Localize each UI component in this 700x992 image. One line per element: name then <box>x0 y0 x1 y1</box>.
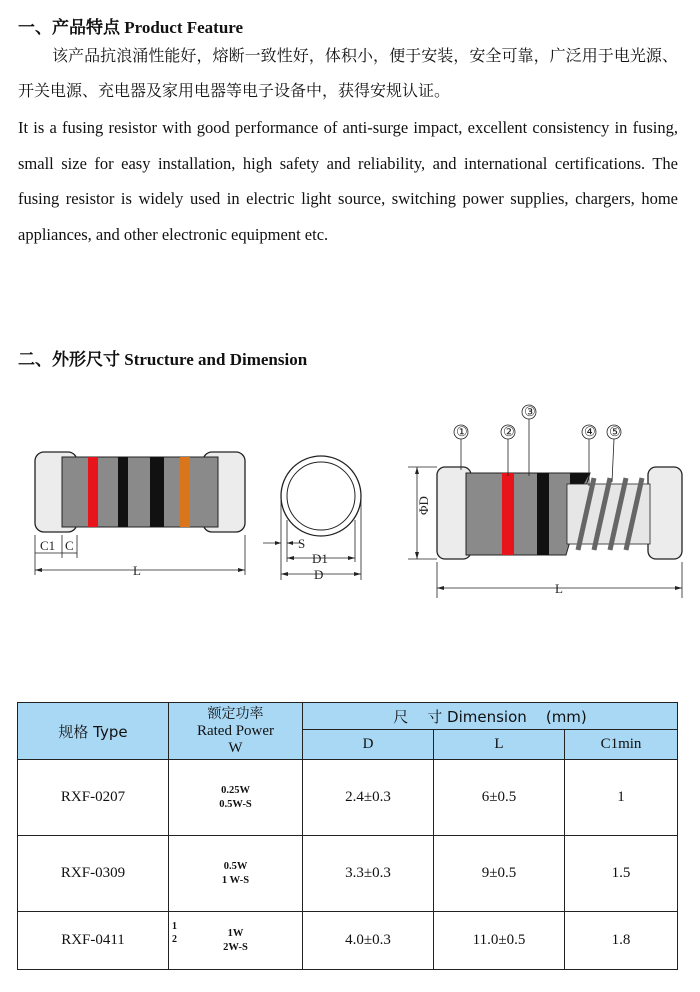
col-c1-header: C1min <box>565 730 678 760</box>
label-l-left: L <box>133 563 141 578</box>
callout-4: ④ <box>584 424 596 439</box>
cell-l: 6±0.5 <box>434 760 565 836</box>
label-c: C <box>65 538 74 553</box>
power-line-1: 0.25W <box>221 784 250 796</box>
structure-diagram <box>0 395 700 605</box>
heading-en: Product Feature <box>124 18 244 37</box>
col-l-header: L <box>434 730 565 760</box>
power-line-1: 0.5W <box>223 860 248 872</box>
red-band <box>88 457 98 527</box>
black-band-2 <box>150 457 164 527</box>
feature-text-en: It is a fusing resistor with good performance of anti-surge impact, excellent consistency in fusing, small size for easy installation, high safety and reliability, and international certifications. The fusing resistor is widely used in electric light source, switching power supplies, chargers, home appliances, and other electronic equipment etc. <box>18 118 678 244</box>
cell-type: RXF-0309 <box>18 836 169 912</box>
power-cn: 额定功率 <box>207 705 264 722</box>
callout-3: ③ <box>524 404 536 419</box>
col-d-header: D <box>303 730 434 760</box>
label-l-right: L <box>555 581 563 596</box>
resistor-cutaway-view <box>408 404 682 598</box>
callout-1: ① <box>456 424 468 439</box>
callout-5: ⑤ <box>609 424 621 439</box>
cell-power <box>169 760 303 836</box>
cell-l: 9±0.5 <box>434 836 565 912</box>
cell-d: 3.3±0.3 <box>303 836 434 912</box>
power-markers <box>172 920 177 946</box>
label-s: S <box>298 536 306 551</box>
outer-circle <box>281 456 361 536</box>
cell-c1: 1.8 <box>565 912 678 970</box>
feature-text-cn: 该产品抗浪涌性能好，熔断一致性好，体积小，便于安装，安全可靠，广泛用于电光源、开关电源、充电器及家用电器等电子设备中，获得安规认证。 <box>18 46 678 100</box>
col-dimension-header: 尺 寸 Dimension (mm) <box>303 703 678 730</box>
label-d: D <box>314 567 324 582</box>
marker-2: 2 <box>172 934 177 945</box>
col-type-header: 规格 Type <box>18 703 169 760</box>
cell-d: 4.0±0.3 <box>303 912 434 970</box>
label-phi-d: ΦD <box>416 496 431 515</box>
cell-type: RXF-0207 <box>18 760 169 836</box>
label-d1: D1 <box>312 551 328 566</box>
section-heading-product-feature <box>18 13 243 38</box>
cell-c1: 1.5 <box>565 836 678 912</box>
heading-cn: 二、外形尺寸 <box>18 350 120 370</box>
label-c1: C1 <box>40 538 56 553</box>
table-row <box>18 912 678 970</box>
heading-cn: 一、产品特点 <box>18 18 120 38</box>
power-en: Rated Power <box>196 722 275 739</box>
cell-c1: 1 <box>565 760 678 836</box>
callout-2: ② <box>503 424 515 439</box>
inner-circle <box>287 462 355 530</box>
cell-d: 2.4±0.3 <box>303 760 434 836</box>
section-heading-structure <box>18 345 307 370</box>
resistor-body <box>62 457 218 527</box>
orange-band <box>180 457 190 527</box>
heading-en: Structure and Dimension <box>124 350 308 369</box>
cell-power <box>169 836 303 912</box>
power-line-1: 1W <box>227 927 244 939</box>
marker-1: 1 <box>172 921 177 932</box>
cutaway-black-band <box>537 473 549 555</box>
black-band-1 <box>118 457 128 527</box>
cell-power <box>169 912 303 970</box>
power-line-2: 0.5W-S <box>219 798 252 810</box>
cutaway-red-band <box>502 473 514 555</box>
col-power-header <box>169 703 303 760</box>
table-row <box>18 836 678 912</box>
power-line-2: 2W-S <box>223 941 248 953</box>
table-row <box>18 760 678 836</box>
resistor-end-view <box>263 456 361 582</box>
cell-l: 11.0±0.5 <box>434 912 565 970</box>
power-line-2: 1 W-S <box>221 874 250 886</box>
cell-type: RXF-0411 <box>18 912 169 970</box>
resistor-side-view <box>35 452 245 578</box>
cutaway-right-cap <box>648 467 682 559</box>
spec-table <box>17 702 678 970</box>
power-unit: W <box>228 739 243 756</box>
